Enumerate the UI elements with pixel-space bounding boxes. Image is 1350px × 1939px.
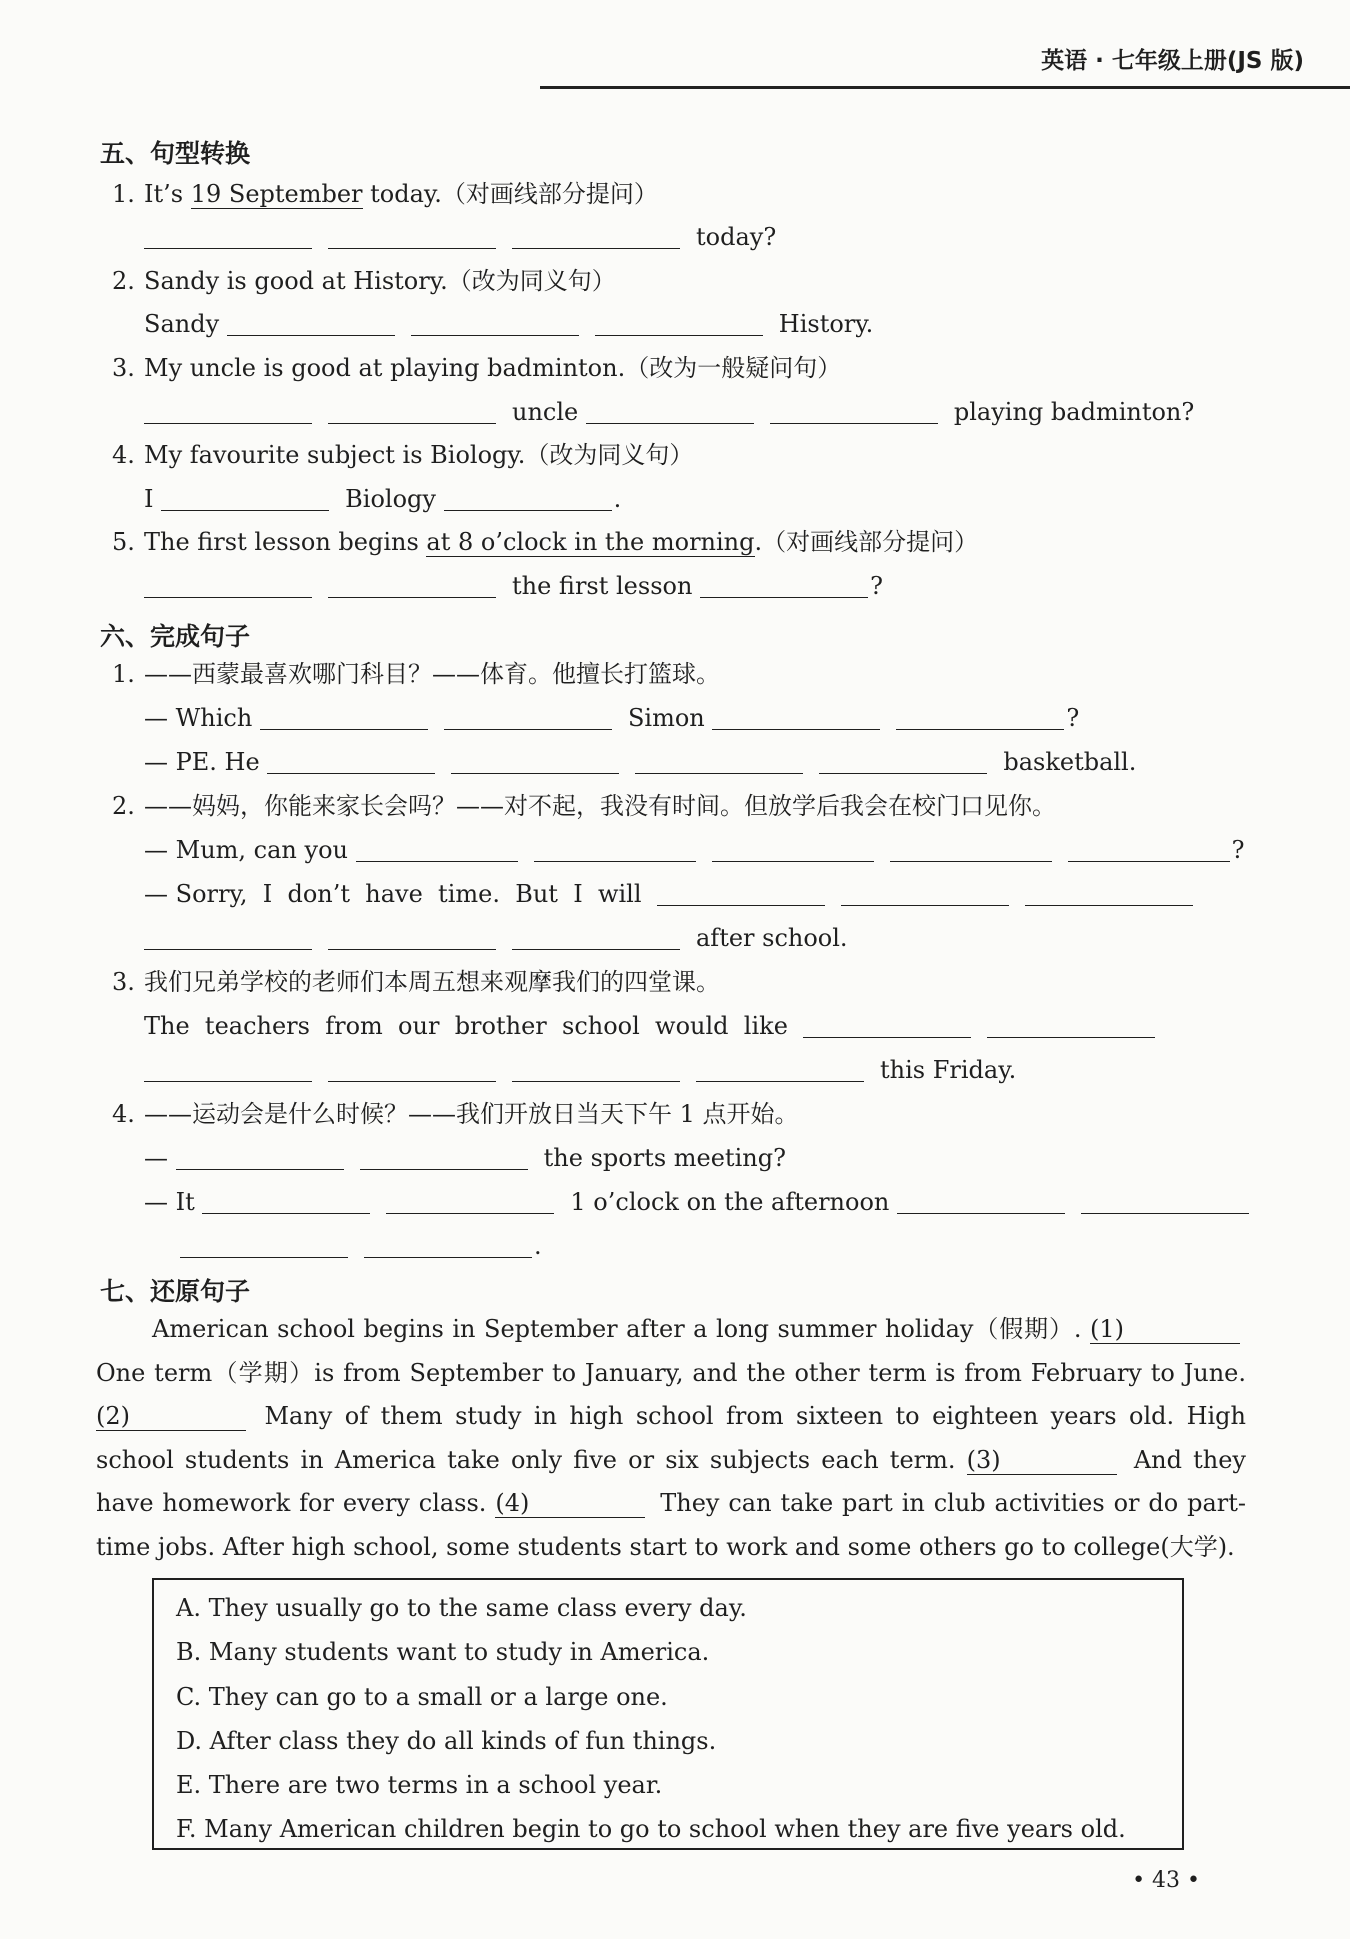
s6-q4-a-start: — <box>144 1144 168 1172</box>
s6-q3-line-a <box>144 1010 1171 1042</box>
s6-q4-line-b <box>144 1186 1265 1218</box>
answer-blank[interactable] <box>356 837 518 862</box>
s6-q1-cn: ——西蒙最喜欢哪门科目？——体育。他擅长打篮球。 <box>144 660 720 688</box>
s6-q1-b-start: — PE. He <box>144 748 260 776</box>
s5-q4-answer-mid: Biology <box>345 485 436 513</box>
s6-q1-line-b <box>144 746 1136 778</box>
answer-blank[interactable] <box>635 749 803 774</box>
gap-4-label: (4) <box>495 1489 530 1518</box>
s5-q3-text: My uncle is good at playing badminton.（改为一般疑问句） <box>144 354 842 382</box>
answer-blank[interactable] <box>144 224 312 249</box>
answer-blank[interactable] <box>411 311 579 336</box>
s5-q4-answer <box>144 483 621 515</box>
s5-q4-num: 4. <box>112 441 135 469</box>
gap-1-label: (1) <box>1090 1315 1124 1343</box>
s5-q5-question <box>112 526 978 558</box>
s6-q3-num: 3. <box>112 968 135 996</box>
s5-q5-answer <box>144 570 883 602</box>
s6-q4-chinese <box>112 1098 799 1130</box>
header-rule <box>540 86 1350 89</box>
s5-q5-pre: The first lesson begins <box>144 528 427 556</box>
s6-q4-c-end: . <box>534 1232 542 1260</box>
s5-q1-num: 1. <box>112 180 135 208</box>
answer-blank[interactable] <box>386 1189 554 1214</box>
answer-blank[interactable] <box>512 925 680 950</box>
s5-q1-post: today.（对画线部分提问） <box>362 180 658 208</box>
passage-gap-3[interactable] <box>967 1446 1117 1475</box>
passage-text: They can take part in club activities or do part-time jobs. After high school, some students start to work and some others go to college(大学). <box>96 1489 1246 1561</box>
passage-text: American school begins in September after a long summer holiday（假期）. <box>152 1315 1082 1343</box>
section6-heading: 六、完成句子 <box>100 622 251 651</box>
page-header-title: 英语 · 七年级上册(JS 版) <box>1041 48 1304 74</box>
s6-q1-line-a <box>144 702 1079 734</box>
answer-blank[interactable] <box>896 705 1064 730</box>
answer-blank[interactable] <box>144 399 312 424</box>
answer-blank[interactable] <box>595 311 763 336</box>
s5-q5-post: .（对画线部分提问） <box>754 528 979 556</box>
s5-q3-answer-mid: uncle <box>512 398 579 426</box>
s6-q3-cn: 我们兄弟学校的老师们本周五想来观摩我们的四堂课。 <box>144 968 720 996</box>
option-f: F. Many American children begin to go to school when they are five years old. <box>176 1815 1126 1843</box>
answer-blank[interactable] <box>144 925 312 950</box>
answer-blank[interactable] <box>512 224 680 249</box>
answer-blank[interactable] <box>1081 1189 1249 1214</box>
passage-text: And they have homework for every class. <box>96 1445 1246 1518</box>
s6-q1-a-start: — Which <box>144 704 253 732</box>
s6-q3-line-b <box>144 1054 1016 1086</box>
s5-q2-answer <box>144 308 873 340</box>
s5-q3-question <box>112 352 841 384</box>
answer-blank[interactable] <box>897 1189 1065 1214</box>
answer-blank[interactable] <box>328 573 496 598</box>
answer-blank[interactable] <box>328 224 496 249</box>
answer-blank[interactable] <box>180 1233 348 1258</box>
answer-blank[interactable] <box>451 749 619 774</box>
s5-q2-question <box>112 265 616 297</box>
s5-q5-answer-mid: the first lesson <box>512 572 693 600</box>
s5-q1-question <box>112 178 658 210</box>
s5-q1-pre: It’s <box>144 180 191 208</box>
passage-gap-1[interactable] <box>1090 1315 1240 1344</box>
s6-q2-c-end: after school. <box>696 924 848 952</box>
s5-q2-text: Sandy is good at History.（改为同义句） <box>144 267 616 295</box>
s5-q3-answer-end: playing badminton? <box>953 398 1195 426</box>
s6-q2-cn: ——妈妈，你能来家长会吗？——对不起，我没有时间。但放学后我会在校门口见你。 <box>144 792 1056 820</box>
answer-blank[interactable] <box>360 1145 528 1170</box>
s5-q3-num: 3. <box>112 354 135 382</box>
s6-q1-chinese <box>112 658 720 690</box>
answer-blank[interactable] <box>890 837 1052 862</box>
answer-blank[interactable] <box>700 573 868 598</box>
answer-blank[interactable] <box>987 1013 1155 1038</box>
answer-blank[interactable] <box>534 837 696 862</box>
s6-q1-a-mid: Simon <box>627 704 705 732</box>
answer-blank[interactable] <box>696 1057 864 1082</box>
s6-q4-line-c <box>180 1230 542 1262</box>
section7-passage <box>96 1308 1246 1570</box>
passage-text: One term（学期）is from September to January, and the other term is from February to June. <box>96 1358 1246 1387</box>
answer-blank[interactable] <box>144 573 312 598</box>
s6-q2-b-start: — Sorry, I don’t have time. But I will <box>144 880 642 908</box>
answer-blank[interactable] <box>267 749 435 774</box>
s5-q1-answer-end: today? <box>696 223 777 251</box>
answer-blank[interactable] <box>586 399 754 424</box>
s6-q1-num: 1. <box>112 660 135 688</box>
s6-q3-chinese <box>112 966 720 998</box>
s5-q2-answer-end: History. <box>778 310 874 338</box>
s6-q1-b-end: basketball. <box>1003 748 1137 776</box>
option-a: A. They usually go to the same class every day. <box>176 1594 747 1622</box>
s6-q4-cn: ——运动会是什么时候？——我们开放日当天下午 1 点开始。 <box>144 1100 799 1128</box>
option-c: C. They can go to a small or a large one. <box>176 1683 668 1711</box>
answer-blank[interactable] <box>328 1057 496 1082</box>
options-box <box>152 1578 1184 1850</box>
answer-blank[interactable] <box>819 749 987 774</box>
s6-q2-a-start: — Mum, can you <box>144 836 348 864</box>
answer-blank[interactable] <box>512 1057 680 1082</box>
answer-blank[interactable] <box>176 1145 344 1170</box>
answer-blank[interactable] <box>1025 881 1193 906</box>
s6-q4-b-start: — It <box>144 1188 195 1216</box>
s5-q1-answer <box>144 221 776 253</box>
s5-q5-num: 5. <box>112 528 135 556</box>
answer-blank[interactable] <box>444 486 612 511</box>
option-d: D. After class they do all kinds of fun things. <box>176 1727 717 1755</box>
answer-blank[interactable] <box>144 1057 312 1082</box>
gap-3-label: (3) <box>966 1445 1001 1474</box>
answer-blank[interactable] <box>328 925 496 950</box>
s5-q4-answer-start: I <box>144 485 154 513</box>
passage-gap-2[interactable] <box>96 1402 246 1431</box>
option-e: E. There are two terms in a school year. <box>176 1771 663 1799</box>
answer-blank[interactable] <box>260 705 428 730</box>
answer-blank[interactable] <box>712 705 880 730</box>
answer-blank[interactable] <box>227 311 395 336</box>
s5-q4-answer-end: . <box>613 485 622 513</box>
s6-q2-line-c <box>144 922 848 954</box>
s6-q4-b-mid: 1 o’clock on the afternoon <box>570 1188 890 1216</box>
answer-blank[interactable] <box>770 399 938 424</box>
answer-blank[interactable] <box>712 837 874 862</box>
gap-2-label: (2) <box>96 1402 130 1431</box>
s6-q2-line-a <box>144 834 1245 866</box>
answer-blank[interactable] <box>202 1189 370 1214</box>
section5-heading: 五、句型转换 <box>100 139 251 168</box>
answer-blank[interactable] <box>161 486 329 511</box>
s5-q3-answer <box>144 396 1194 428</box>
answer-blank[interactable] <box>364 1233 532 1258</box>
s5-q2-num: 2. <box>112 267 135 295</box>
s5-q4-question <box>112 439 693 471</box>
passage-gap-4[interactable] <box>495 1489 645 1518</box>
section7-heading: 七、还原句子 <box>100 1277 251 1306</box>
answer-blank[interactable] <box>803 1013 971 1038</box>
s5-q4-text: My favourite subject is Biology.（改为同义句） <box>144 441 694 469</box>
answer-blank[interactable] <box>657 881 825 906</box>
s6-q2-a-end: ? <box>1231 836 1245 864</box>
passage-text: Many of them study in high school from sixteen to eighteen years old. High school students in America take only five or six subjects each term. <box>96 1402 1246 1474</box>
s5-q5-underlined: at 8 o’clock in the morning <box>426 528 755 556</box>
s6-q2-chinese <box>112 790 1056 822</box>
s6-q4-line-a <box>144 1142 786 1174</box>
s6-q2-num: 2. <box>112 792 135 820</box>
option-b: B. Many students want to study in America. <box>176 1638 710 1666</box>
s6-q1-a-end: ? <box>1066 704 1080 732</box>
answer-blank[interactable] <box>841 881 1009 906</box>
s6-q4-a-end: the sports meeting? <box>543 1144 786 1172</box>
page-number: • 43 • <box>1132 1868 1200 1893</box>
s5-q1-underlined: 19 September <box>190 180 363 208</box>
s5-q5-answer-end: ? <box>870 572 883 600</box>
s6-q3-a-start: The teachers from our brother school would like <box>144 1012 788 1040</box>
s6-q3-b-end: this Friday. <box>880 1056 1017 1084</box>
answer-blank[interactable] <box>444 705 612 730</box>
s5-q2-answer-start: Sandy <box>144 310 220 338</box>
answer-blank[interactable] <box>1068 837 1230 862</box>
s6-q2-line-b <box>144 878 1209 910</box>
answer-blank[interactable] <box>328 399 496 424</box>
s6-q4-num: 4. <box>112 1100 135 1128</box>
